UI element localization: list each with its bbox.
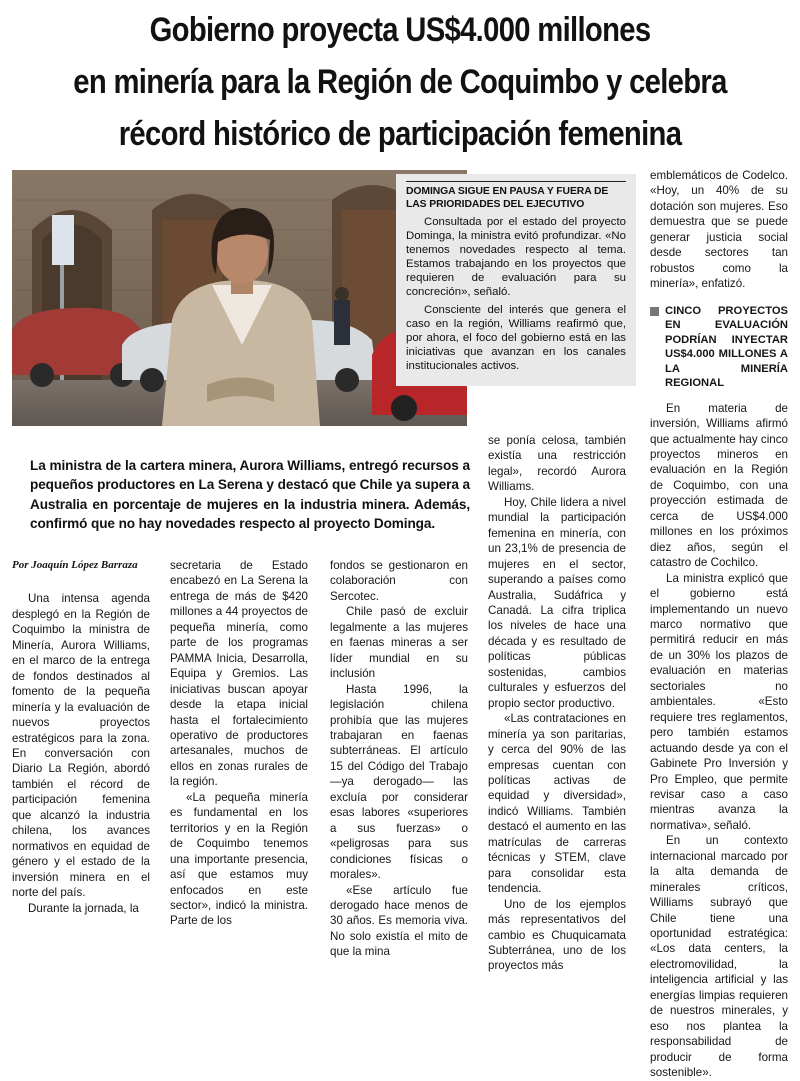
headline-line-2: en minería para la Región de Coquimbo y celebra [73,63,727,101]
paragraph: En materia de inversión, Williams afirmó que actualmente hay cinco proyectos mineros en evaluación en la Región de Coquimbo, con una proyección estimada de cerca de US$4.000 millones en los próximos diez años, según el catastro de Cochilco. [650,401,788,570]
paragraph: Una intensa agenda desplegó en la Región de Coquimbo la ministra de Minería, Aurora Williams, en el marco de la entrega de fondos destinados al fomento de la pequeña minería y la evaluación de nuevos proyectos estratégicos para la zona. En conversación con Diario La Región, abordó también el récord de participación femenina que alcanzó la industria chilena, los avances normativos en equidad de género y el estado de la inversión minera en el norte del país. [12,592,150,900]
paragraph: «La pequeña minería es fundamental en los territorios y en la Región de Coquimbo tenemos una importante presencia, así que estamos muy enfocados en este sector», indicó la ministra. Parte de los [170,790,308,928]
headline-line-3: récord histórico de participación femenina [118,115,682,153]
paragraph: En un contexto internacional marcado por la alta demanda de minerales críticos, Williams subrayó que Chile tiene una oportunidad estratégica: «Los data centers, la electromovilidad, la inteligencia artificial y las energías limpias requieren de nuestros minerales, y eso nos plantea la responsabilidad de producir de forma sostenible». [650,834,788,1080]
paragraph: se ponía celosa, también existía una restricción legal», recordó Aurora Williams. [488,434,626,494]
headline-line-1: Gobierno proyecta US$4.000 millones [149,11,651,49]
column-3 [330,558,468,960]
paragraph: Chile pasó de excluir legalmente a las mujeres en faenas mineras a ser líder mundial en su inclusión [330,605,468,681]
paragraph: Hoy, Chile lidera a nivel mundial la participación femenina en minería, con un 23,1% de presencia de mujeres en el sector, superando a países como Australia, Sudáfrica y Canadá. La cifra triplica los niveles de hace una década y es resultado de políticas públicas sostenidas, cambios culturales y esfuerzos del propio sector productivo. [488,495,626,710]
paragraph: fondos se gestionaron en colaboración con Sercotec. [330,559,468,603]
paragraph: Hasta 1996, la legislación chilena prohibía que las mujeres trabajaran en faenas subterráneas. El artículo 15 del Código del Trabajo —ya derogado— las excluía por considerar esas labores «superiores a sus fuerzas» o «peligrosas para sus condiciones físicas o morales». [330,682,468,882]
paragraph: «Ese artículo fue derogado hace menos de 30 años. Es memoria viva. No solo existía el mito de que la mina [330,883,468,959]
column-5 [650,168,788,1081]
column-4 [488,433,626,974]
paragraph: secretaria de Estado encabezó en La Serena la entrega de más de $420 millones a 44 proyectos de pequeña minería, como parte de los programas PAMMA Inicia, Desarrolla, Equipa y Gremios. Las iniciativas buscan apoyar desde la etapa inicial hasta el fortalecimiento operativo de productores artesanales, muchos de ellos en zonas rurales de la región. [170,559,308,789]
paragraph: emblemáticos de Codelco. «Hoy, un 40% de su dotación son mujeres. Eso demuestra que se puede generar justicia social desde sectores tan robustos como la minería», enfatizó. [650,169,788,291]
sidebar-paragraph: Consciente del interés que genera el caso en la región, Williams reafirmó que, por ahora, el foco del gobierno está en las iniciativas que avanzan en los canales institucionales activos. [406,304,626,373]
sidebar-title: DOMINGA SIGUE EN PAUSA Y FUERA DE LAS PRIORIDADES DEL EJECUTIVO [406,181,626,211]
section-square-icon [650,307,659,316]
sidebar-box [396,174,636,386]
column-1 [12,558,150,916]
section-title: CINCO PROYECTOS EN EVALUACIÓN PODRÍAN INYECTAR US$4.000 MILLONES A LA MINERÍA REGIONAL [665,304,788,390]
byline: Por Joaquín López Barraza [12,559,138,571]
headline [10,4,790,160]
lede: La ministra de la cartera minera, Aurora Williams, entregó recursos a pequeños productores en La Serena y destacó que Chile ya supera a Australia en porcentaje de mujeres en la industria minera. Además, confirmó que no hay novedades respecto al proyecto Dominga. [30,458,470,531]
sidebar-paragraph: Consultada por el estado del proyecto Dominga, la ministra evitó profundizar. «No tenemos novedades respecto al tema. Estamos trabajando en los proyectos que requieren de evaluación para su concreción», señaló. [406,216,626,298]
paragraph: Uno de los ejemplos más representativos del cambio es Chuquicamata Subterránea, uno de los proyectos más [488,897,626,973]
section-heading [650,304,788,391]
column-2 [170,558,308,929]
paragraph: La ministra explicó que el gobierno está implementando un nuevo marco normativo que permitirá reducir en más de un 30% los plazos de evaluación en materias sectoriales no ambientales. «Esto requiere tres reglamentos, pero también estamos actuando desde ya con el Gabinete Pro Inversión y Pro Empleo, que permite revisar caso a caso mientras avanza la normativa», señaló. [650,571,788,832]
paragraph: «Las contrataciones en minería ya son paritarias, y cerca del 90% de las empresas cuentan con políticas activas de equidad y diversidad», indicó Williams. También destacó el aumento en las matrículas de carreras técnicas y STEM, clave para consolidar esta tendencia. [488,712,626,896]
paragraph: Durante la jornada, la [28,901,139,915]
